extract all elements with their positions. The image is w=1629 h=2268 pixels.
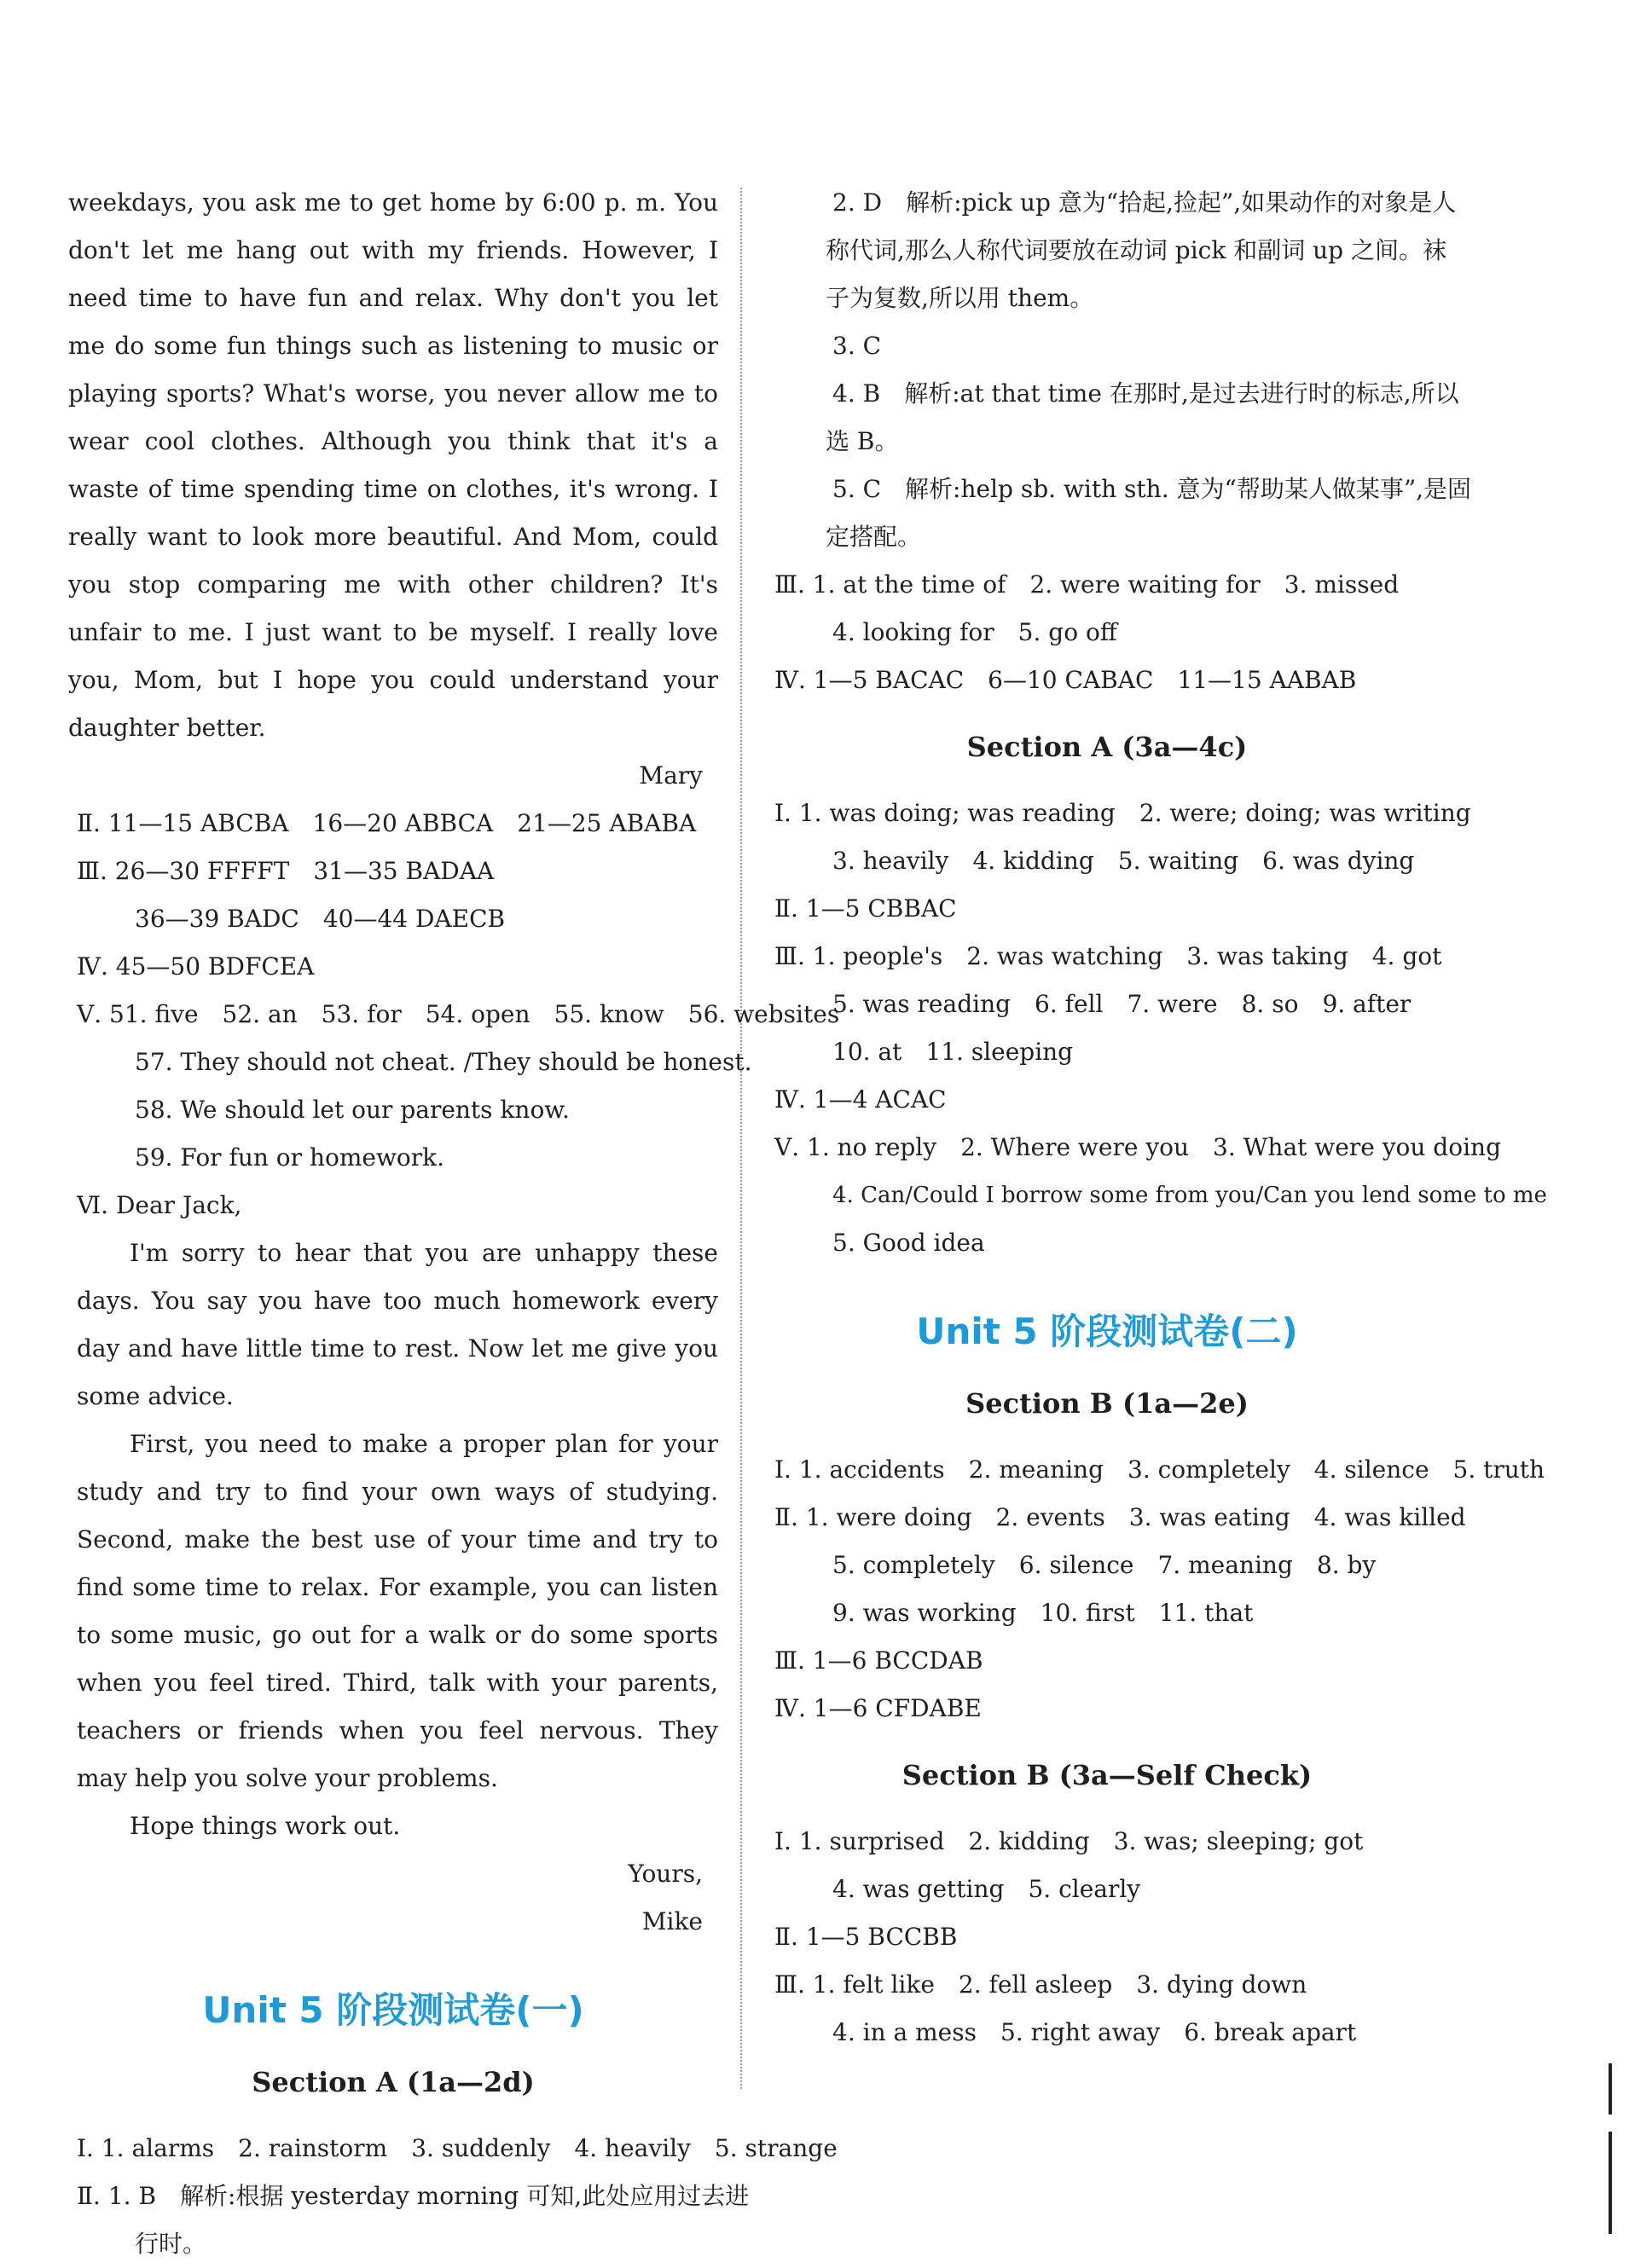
- answer-line: Ⅱ. 11—15 ABCBA 16—20 ABBCA 21—25 ABABA: [77, 809, 697, 837]
- answer-line: Ⅵ. Dear Jack,: [77, 1191, 242, 1219]
- reply-paragraph: I'm sorry to hear that you are unhappy these days. You say you have too much homework every day and have little time to rest. Now let me give you some advice.: [77, 1239, 718, 1410]
- answer-line: 36—39 BADC 40—44 DAECB: [135, 905, 506, 933]
- answer-line: 5. completely 6. silence 7. meaning 8. by: [832, 1551, 1377, 1579]
- answer-line: 4. B 解析:at that time 在那时,是过去进行时的标志,所以: [832, 379, 1459, 408]
- answer-line: 称代词,那么人称代词要放在动词 pick 和副词 up 之间。袜: [826, 236, 1446, 264]
- answer-line: Ⅰ. 1. surprised 2. kidding 3. was; sleeping; got: [774, 1827, 1364, 1855]
- answer-line: 9. was working 10. first 11. that: [832, 1599, 1254, 1627]
- answer-line: Ⅲ. 1—6 BCCDAB: [774, 1646, 983, 1675]
- left-column: [68, 179, 840, 2268]
- answer-line: 行时。: [135, 2230, 207, 2258]
- letter-body: weekdays, you ask me to get home by 6:00 p. m. You don't let me hang out with my friends. However, I need time to have fun and relax. Why don't you let me do some fun things such as listening to music or playing sports? What's worse, you never allow me to wear cool clothes. Although you think that it's a waste of time spending time on clothes, it's wrong. I really want to look more beautiful. And Mom, could you stop comparing me with other children? It's unfair to me. I just want to be myself. I really love you, Mom, but I hope you could understand your daughter better.: [68, 188, 718, 742]
- scan-edge-mark: [1609, 2063, 1612, 2115]
- answer-line: Ⅱ. 1—5 CBBAC: [774, 894, 957, 923]
- unit-title: Unit 5 阶段测试卷(一): [202, 1989, 584, 2031]
- answer-line: 58. We should let our parents know.: [135, 1096, 570, 1124]
- letter-closing-name: Mike: [641, 1907, 703, 1935]
- answer-line: Ⅲ. 1. people's 2. was watching 3. was taking 4. got: [774, 942, 1442, 970]
- right-column: [766, 179, 1547, 2057]
- answer-line: Ⅱ. 1. B 解析:根据 yesterday morning 可知,此处应用过去进: [77, 2182, 750, 2210]
- section-title: Section A (3a—4c): [966, 731, 1248, 763]
- answer-line: 4. Can/Could I borrow some from you/Can you lend some to me: [832, 1183, 1547, 1208]
- answer-line: 3. heavily 4. kidding 5. waiting 6. was dying: [832, 847, 1415, 875]
- answer-line: Ⅳ. 1—4 ACAC: [774, 1085, 947, 1114]
- answer-line: Ⅲ. 1. at the time of 2. were waiting for 3. missed: [774, 570, 1400, 599]
- answer-line: 定搭配。: [826, 523, 922, 551]
- answer-line: 4. looking for 5. go off: [832, 618, 1117, 646]
- section-title: Section A (1a—2d): [252, 2066, 535, 2098]
- letter-signature: Mary: [639, 761, 703, 790]
- answer-line: 5. was reading 6. fell 7. were 8. so 9. after: [832, 990, 1412, 1018]
- section-title: Section B (1a—2e): [965, 1387, 1249, 1420]
- answer-line: Ⅰ. 1. alarms 2. rainstorm 3. suddenly 4. heavily 5. strange: [77, 2134, 838, 2162]
- answer-line: Ⅳ. 1—5 BACAC 6—10 CABAC 11—15 AABAB: [774, 666, 1357, 694]
- answer-line: 5. C 解析:help sb. with sth. 意为“帮助某人做某事”,是固: [832, 475, 1472, 503]
- answer-line: Ⅴ. 51. five 52. an 53. for 54. open 55. know 56. websites: [77, 1000, 840, 1028]
- reply-paragraph: First, you need to make a proper plan for your study and try to find your own ways of studying. Second, make the best use of your time and try to find some time to relax. For example, you can listen to some music, go out for a walk or do some sports when you feel tired. Third, talk with your parents, teachers or friends when you feel nervous. They may help you solve your problems.: [77, 1430, 718, 1792]
- answer-line: 5. Good idea: [832, 1229, 985, 1257]
- answer-line: 59. For fun or homework.: [135, 1143, 445, 1172]
- answer-line: 57. They should not cheat. /They should be honest.: [135, 1048, 752, 1076]
- answer-line: Ⅳ. 45—50 BDFCEA: [77, 952, 315, 981]
- answer-line: Ⅰ. 1. was doing; was reading 2. were; doing; was writing: [774, 799, 1471, 827]
- answer-line: Ⅱ. 1. were doing 2. events 3. was eating 4. was killed: [774, 1503, 1466, 1531]
- reply-paragraph: Hope things work out.: [130, 1812, 401, 1840]
- answer-line: 2. D 解析:pick up 意为“拾起,捡起”,如果动作的对象是人: [832, 188, 1457, 217]
- answer-line: 子为复数,所以用 them。: [826, 284, 1094, 312]
- answer-line: 10. at 11. sleeping: [832, 1038, 1074, 1066]
- answer-line: Ⅴ. 1. no reply 2. Where were you 3. What were you doing: [774, 1133, 1502, 1161]
- scan-edge-mark: [1609, 2132, 1612, 2234]
- answer-line: 4. was getting 5. clearly: [832, 1875, 1141, 1903]
- column-divider: [740, 188, 742, 2089]
- letter-closing: Yours,: [628, 1860, 703, 1888]
- unit-title: Unit 5 阶段测试卷(二): [916, 1310, 1298, 1352]
- answer-line: 3. C: [832, 332, 882, 360]
- answer-line: Ⅲ. 26—30 FFFFT 31—35 BADAA: [77, 857, 495, 885]
- answer-line: Ⅰ. 1. accidents 2. meaning 3. completely 4. silence 5. truth: [774, 1455, 1545, 1484]
- answer-line: 4. in a mess 5. right away 6. break apart: [832, 2018, 1357, 2046]
- answer-line: 选 B。: [826, 427, 899, 455]
- answer-line: Ⅲ. 1. felt like 2. fell asleep 3. dying down: [774, 1970, 1307, 1999]
- section-title: Section B (3a—Self Check): [901, 1759, 1313, 1791]
- answer-line: Ⅱ. 1—5 BCCBB: [774, 1923, 958, 1951]
- answer-line: Ⅳ. 1—6 CFDABE: [774, 1694, 982, 1722]
